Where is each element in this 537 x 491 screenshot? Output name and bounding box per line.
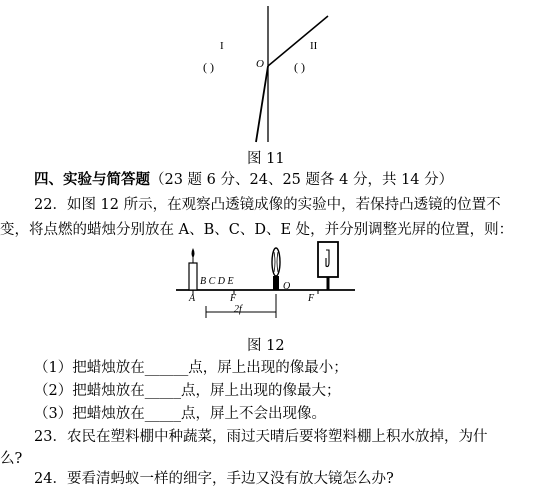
fig12-candle — [189, 263, 197, 290]
fig12-light-screen — [318, 242, 338, 277]
fig12-caption: 图 12 — [247, 338, 285, 354]
q22-part2: （2）把蜡烛放在_____点，屏上出现的像最大； — [34, 383, 341, 399]
fig12-candle-flame — [192, 248, 195, 258]
fig11-region-right-blank: ( ) — [294, 60, 305, 74]
fig12-label-f-left: F — [230, 293, 237, 304]
section-heading: 四、实验与简答题 — [34, 171, 150, 188]
fig12-convex-lens — [272, 248, 280, 276]
q22-line2: 变，将点燃的蜡烛分别放在 A、B、C、D、E 处，并分别调整光屏的位置，则： — [0, 222, 514, 238]
fig12-label-bcde: B C D E — [200, 276, 234, 287]
fig11-region-left-blank: ( ) — [203, 60, 214, 74]
fig12-label-a: A — [189, 293, 196, 304]
section-header — [34, 170, 453, 190]
fig11-ray-upper — [268, 16, 328, 66]
fig11-point-label: O — [256, 58, 264, 70]
q24-line1: 24．要看清蚂蚁一样的细字，手边又没有放大镜怎么办? — [34, 471, 394, 487]
q23-line2: 么? — [0, 451, 23, 467]
q22-part1: （1）把蜡烛放在______点，屏上出现的像最小； — [34, 360, 348, 376]
fig11-ray-lower — [256, 66, 268, 142]
section-scoring: （23 题 6 分、24、25 题各 4 分，共 14 分） — [150, 172, 454, 188]
fig12-label-2f: 2f — [234, 304, 242, 315]
fig12-lens-holder — [273, 276, 279, 290]
q22-part3: （3）把蜡烛放在_____点，屏上不会出现像。 — [34, 406, 326, 422]
fig12-label-o: O — [283, 281, 291, 292]
q23-line1: 23．农民在塑料棚中种蔬菜，雨过天晴后要将塑料棚上积水放掉，为什 — [34, 429, 488, 445]
fig11-region-left-label: I — [220, 40, 224, 52]
fig12-label-f-right: F — [308, 293, 315, 304]
fig11-caption: 图 11 — [247, 151, 285, 167]
q22-line1: 22．如图 12 所示，在观察凸透镜成像的实验中，若保持凸透镜的位置不 — [34, 197, 501, 213]
fig11-region-right-label: II — [310, 40, 318, 52]
